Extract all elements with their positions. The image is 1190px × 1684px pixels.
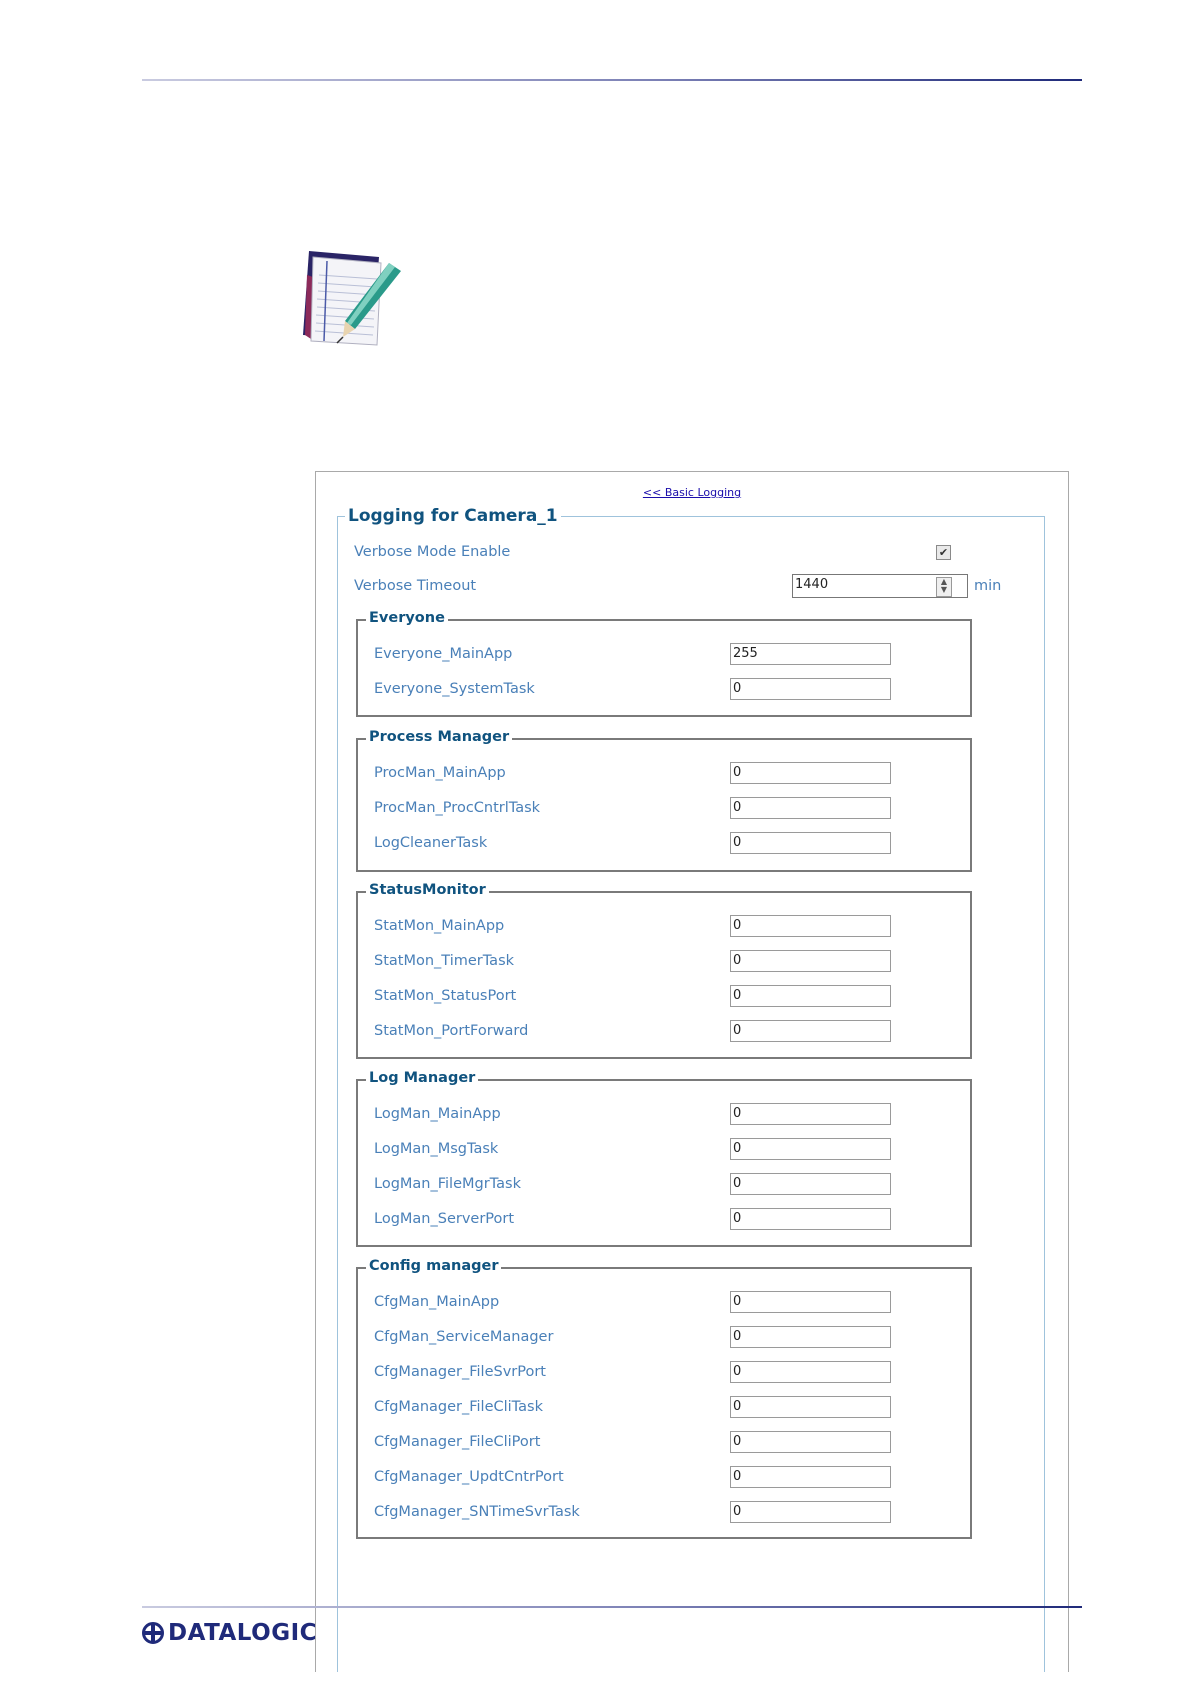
setting-value-input[interactable]: 0 (730, 950, 891, 972)
setting-label: CfgManager_SNTimeSvrTask (374, 1504, 580, 1520)
setting-value-input[interactable]: 0 (730, 1431, 891, 1453)
setting-row (358, 948, 970, 974)
setting-row (358, 676, 970, 702)
setting-value-input[interactable]: 0 (730, 1103, 891, 1125)
setting-label: Everyone_MainApp (374, 646, 513, 662)
setting-row (358, 1499, 970, 1525)
verbose-timeout-unit: min (974, 578, 1002, 594)
setting-row (358, 913, 970, 939)
setting-row (358, 1394, 970, 1420)
setting-value-input[interactable]: 0 (730, 1396, 891, 1418)
notepad-note-icon (303, 243, 408, 353)
setting-label: LogMan_ServerPort (374, 1211, 515, 1227)
setting-row (358, 1018, 970, 1044)
basic-logging-link[interactable]: << Basic Logging (642, 486, 742, 499)
setting-value-input[interactable]: 0 (730, 1020, 891, 1042)
group-everyone (356, 610, 972, 717)
setting-value-input[interactable]: 0 (730, 678, 891, 700)
setting-row (358, 1324, 970, 1350)
group-title: StatusMonitor (366, 882, 489, 898)
setting-row (358, 1359, 970, 1385)
setting-row (358, 641, 970, 667)
setting-label: Everyone_SystemTask (374, 681, 535, 697)
footer-rule (142, 1606, 1082, 1608)
setting-row (358, 1206, 970, 1232)
group-title: Process Manager (366, 729, 512, 745)
logging-title: Logging for Camera_1 (345, 506, 561, 526)
setting-row (358, 1464, 970, 1490)
setting-value-input[interactable]: 0 (730, 915, 891, 937)
setting-value-input[interactable]: 0 (730, 762, 891, 784)
setting-value-input[interactable]: 0 (730, 1173, 891, 1195)
setting-value-input[interactable]: 0 (730, 797, 891, 819)
group-process-manager (356, 729, 972, 872)
setting-value-input[interactable]: 0 (730, 985, 891, 1007)
setting-label: CfgManager_UpdtCntrPort (374, 1469, 564, 1485)
group-title: Config manager (366, 1258, 501, 1274)
group-title: Everyone (366, 610, 448, 626)
setting-label: LogMan_FileMgrTask (374, 1176, 521, 1192)
group-log-manager (356, 1070, 972, 1247)
verbose-mode-row (338, 539, 1044, 565)
datalogic-logo-icon (142, 1622, 164, 1644)
setting-value-input[interactable]: 0 (730, 1501, 891, 1523)
setting-label: CfgMan_ServiceManager (374, 1329, 554, 1345)
setting-value-input[interactable]: 0 (730, 1466, 891, 1488)
setting-row (358, 760, 970, 786)
setting-label: CfgManager_FileCliPort (374, 1434, 541, 1450)
setting-row (358, 983, 970, 1009)
setting-value-input[interactable]: 0 (730, 1208, 891, 1230)
setting-label: LogMan_MsgTask (374, 1141, 499, 1157)
setting-label: StatMon_PortForward (374, 1023, 529, 1039)
datalogic-logo-text: DATALOGIC (168, 1620, 318, 1646)
verbose-timeout-input[interactable]: 1440 (792, 574, 968, 598)
datalogic-logo (142, 1619, 317, 1647)
verbose-timeout-label: Verbose Timeout (354, 578, 477, 594)
setting-value-input[interactable]: 0 (730, 1138, 891, 1160)
group-statusmonitor (356, 882, 972, 1059)
setting-value-input[interactable]: 0 (730, 1361, 891, 1383)
setting-label: CfgMan_MainApp (374, 1294, 500, 1310)
setting-label: ProcMan_MainApp (374, 765, 506, 781)
setting-value-input[interactable]: 0 (730, 832, 891, 854)
logging-panel (315, 471, 1069, 1672)
setting-row (358, 830, 970, 856)
setting-row (358, 1429, 970, 1455)
setting-row (358, 795, 970, 821)
setting-value-input[interactable]: 255 (730, 643, 891, 665)
setting-label: CfgManager_FileSvrPort (374, 1364, 546, 1380)
setting-value-input[interactable]: 0 (730, 1326, 891, 1348)
setting-label: ProcMan_ProcCntrlTask (374, 800, 541, 816)
setting-row (358, 1171, 970, 1197)
setting-label: StatMon_MainApp (374, 918, 505, 934)
setting-label: StatMon_TimerTask (374, 953, 515, 969)
setting-label: LogMan_MainApp (374, 1106, 501, 1122)
verbose-mode-label: Verbose Mode Enable (354, 544, 511, 560)
group-config-manager (356, 1258, 972, 1539)
setting-label: CfgManager_FileCliTask (374, 1399, 543, 1415)
verbose-mode-checkbox[interactable]: ✔ (936, 545, 951, 560)
setting-row (358, 1136, 970, 1162)
setting-value-input[interactable]: 0 (730, 1291, 891, 1313)
logging-fieldset (337, 506, 1045, 1672)
setting-row (358, 1101, 970, 1127)
header-rule (142, 79, 1082, 81)
setting-label: LogCleanerTask (374, 835, 488, 851)
group-title: Log Manager (366, 1070, 478, 1086)
verbose-timeout-row (338, 573, 1044, 599)
timeout-spinner-icon[interactable]: ▲ ▼ (936, 577, 952, 597)
setting-label: StatMon_StatusPort (374, 988, 517, 1004)
setting-row (358, 1289, 970, 1315)
